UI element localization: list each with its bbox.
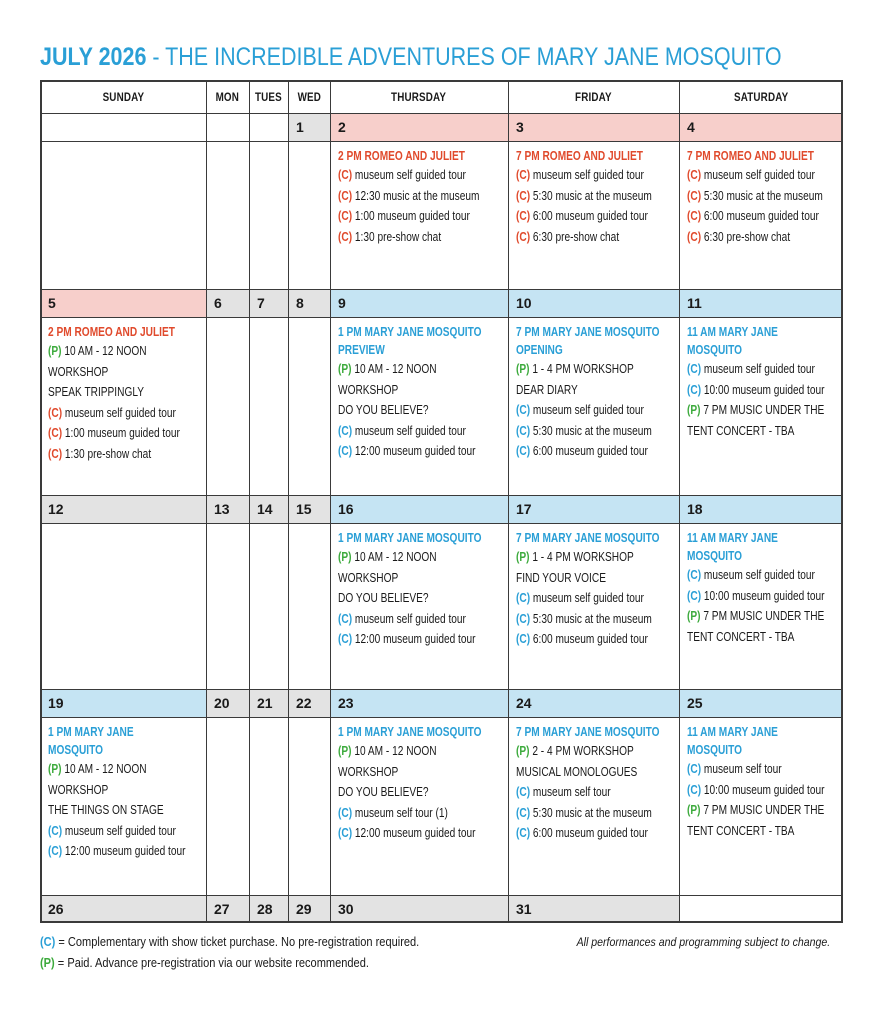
event-headline: 1 PM MARY JANE MOSQUITO <box>338 724 482 739</box>
event-text: museum self guided tour <box>352 610 466 626</box>
complementary-tag: (C) <box>687 761 702 776</box>
date-9: 9 <box>330 289 508 317</box>
event-text: 12:00 museum guided tour <box>352 631 476 646</box>
grid-line-vertical <box>40 80 42 923</box>
day-header-label: FRIDAY <box>575 89 612 104</box>
event-text: 1:00 museum guided tour <box>62 425 180 440</box>
event-item <box>48 821 206 842</box>
title-show: - THE INCREDIBLE ADVENTURES OF MARY JANE MOSQUITO <box>146 43 782 71</box>
event-text: 5:30 music at the museum <box>530 610 652 626</box>
day-events-cell <box>206 717 249 895</box>
date-3: 3 <box>508 113 679 141</box>
day-events-cell <box>40 717 206 895</box>
complementary-tag: (C) <box>338 825 353 840</box>
event-item <box>338 165 508 186</box>
day-events-cell <box>679 523 843 689</box>
event-detail: DO YOU BELIEVE? <box>338 784 429 799</box>
date-17: 17 <box>508 495 679 523</box>
date-22: 22 <box>288 689 330 717</box>
date-empty <box>40 113 206 141</box>
event-detail: TENT CONCERT - TBA <box>687 422 795 438</box>
grid-line-vertical <box>508 80 509 923</box>
event-item <box>338 441 508 462</box>
event-text: 1:30 pre-show chat <box>352 228 442 244</box>
event-item <box>338 823 508 844</box>
grid-line-vertical <box>249 80 250 923</box>
event-detail: DO YOU BELIEVE? <box>338 590 429 605</box>
day-events-cell <box>288 141 330 289</box>
complementary-tag: (C) <box>687 228 702 244</box>
event-item <box>516 803 679 824</box>
event-detail: WORKSHOP <box>338 763 399 779</box>
event-detail: WORKSHOP <box>338 381 399 397</box>
complementary-tag: (C) <box>338 167 353 182</box>
day-events-cell <box>40 141 206 289</box>
complementary-tag: (C) <box>516 402 531 417</box>
event-headline: 1 PM MARY JANE MOSQUITO <box>338 324 482 339</box>
day-header-label: SUNDAY <box>102 89 144 104</box>
event-text: 1 - 4 PM WORKSHOP <box>529 549 634 564</box>
grid-line-horizontal <box>40 689 843 690</box>
event-text: museum self guided tour <box>530 402 644 417</box>
day-header-label: THURSDAY <box>391 89 447 104</box>
date-28: 28 <box>249 895 288 923</box>
event-headline: 7 PM MARY JANE MOSQUITO <box>516 324 660 339</box>
event-item <box>48 403 206 424</box>
grid-line-horizontal <box>40 317 843 318</box>
date-16: 16 <box>330 495 508 523</box>
complementary-tag: (C) <box>687 167 702 182</box>
event-text: 5:30 music at the museum <box>530 187 652 203</box>
page-title <box>40 40 782 74</box>
event-item <box>516 400 679 421</box>
event-text: 10 AM - 12 NOON <box>61 343 147 358</box>
day-events-cell <box>508 317 679 495</box>
day-events-cell <box>206 141 249 289</box>
event-text: 1 - 4 PM WORKSHOP <box>529 361 634 376</box>
complementary-tag: (C) <box>687 361 702 376</box>
complementary-tag: (C) <box>516 228 531 244</box>
event-text: 12:30 music at the museum <box>352 187 480 203</box>
complementary-tag: (C) <box>516 825 531 840</box>
complementary-tag: (C) <box>687 587 702 603</box>
event-detail: SPEAK TRIPPINGLY <box>48 384 144 399</box>
event-text: museum self tour (1) <box>352 804 448 820</box>
complementary-tag: (C) <box>48 822 63 838</box>
event-headline: 1 PM MARY JANE MOSQUITO <box>338 530 482 545</box>
complementary-tag: (C) <box>338 443 353 458</box>
day-events-cell <box>249 523 288 689</box>
complementary-tag: (C) <box>48 425 63 440</box>
complementary-tag: (C) <box>687 781 702 797</box>
event-headline: 7 PM MARY JANE MOSQUITO <box>516 530 660 545</box>
event-item <box>516 588 679 609</box>
event-headline: 11 AM MARY JANE <box>687 530 778 545</box>
day-header-thursday <box>330 80 508 113</box>
complementary-tag: (C) <box>516 784 531 799</box>
day-events-cell <box>679 141 843 289</box>
complementary-tag: (C) <box>48 445 63 461</box>
event-text: museum self guided tour <box>352 422 466 438</box>
day-events-cell <box>288 717 330 895</box>
event-headline: PREVIEW <box>338 342 385 357</box>
event-text: museum self guided tour <box>530 590 644 605</box>
event-item <box>687 606 843 627</box>
event-detail: TENT CONCERT - TBA <box>687 822 795 838</box>
calendar-grid <box>40 80 843 923</box>
event-text: museum self guided tour <box>701 361 815 376</box>
date-empty <box>249 113 288 141</box>
event-headline: OPENING <box>516 342 563 357</box>
grid-line-horizontal <box>40 113 843 114</box>
day-header-friday <box>508 80 679 113</box>
event-text: museum self tour <box>530 784 611 799</box>
date-20: 20 <box>206 689 249 717</box>
event-item <box>516 741 679 762</box>
event-item <box>516 359 679 380</box>
date-24: 24 <box>508 689 679 717</box>
date-13: 13 <box>206 495 249 523</box>
complementary-tag: (C) <box>48 404 63 420</box>
grid-line-horizontal <box>40 495 843 496</box>
date-23: 23 <box>330 689 508 717</box>
paid-tag: (P) <box>338 361 352 376</box>
event-text: 5:30 music at the museum <box>530 422 652 438</box>
event-item <box>338 421 508 442</box>
event-text: 10:00 museum guided tour <box>701 781 825 797</box>
event-headline: MOSQUITO <box>48 742 104 757</box>
event-item <box>687 586 843 607</box>
day-header-label: WED <box>297 89 321 104</box>
event-detail: WORKSHOP <box>338 569 399 585</box>
paid-tag: (P) <box>516 361 530 376</box>
complementary-tag: (C) <box>516 631 531 646</box>
event-headline: 2 PM ROMEO AND JULIET <box>338 148 465 163</box>
event-text: museum self guided tour <box>62 404 176 420</box>
event-text: 7 PM MUSIC UNDER THE <box>700 608 825 623</box>
event-detail: MUSICAL MONOLOGUES <box>516 763 638 779</box>
event-headline: 7 PM ROMEO AND JULIET <box>687 148 814 163</box>
day-header-saturday <box>679 80 843 113</box>
day-events-cell <box>508 717 679 895</box>
event-item <box>516 609 679 630</box>
day-events-cell <box>508 141 679 289</box>
complementary-tag: (C) <box>338 422 353 438</box>
complementary-tag: (C) <box>338 228 353 244</box>
paid-tag: (P) <box>516 743 530 758</box>
event-text: 7 PM MUSIC UNDER THE <box>700 802 825 817</box>
grid-line-horizontal <box>40 523 843 524</box>
date-4: 4 <box>679 113 843 141</box>
day-events-cell <box>249 717 288 895</box>
date-2: 2 <box>330 113 508 141</box>
grid-line-horizontal <box>40 80 843 82</box>
complementary-tag: (C) <box>687 208 702 223</box>
event-item <box>338 741 508 762</box>
event-text: 12:00 museum guided tour <box>352 825 476 840</box>
event-headline: MOSQUITO <box>687 342 743 357</box>
complementary-tag: (C) <box>516 422 531 438</box>
event-item <box>338 609 508 630</box>
day-events-cell <box>330 317 508 495</box>
event-item <box>338 186 508 207</box>
event-item <box>687 165 843 186</box>
date-1: 1 <box>288 113 330 141</box>
date-19: 19 <box>40 689 206 717</box>
date-31: 31 <box>508 895 679 923</box>
event-text: 10:00 museum guided tour <box>701 381 825 397</box>
event-text: 6:00 museum guided tour <box>530 825 648 840</box>
complementary-tag: (C) <box>687 381 702 397</box>
paid-tag: (P) <box>338 549 352 564</box>
date-empty <box>679 895 843 923</box>
date-14: 14 <box>249 495 288 523</box>
event-text: 6:30 pre-show chat <box>701 228 791 244</box>
event-headline: 11 AM MARY JANE <box>687 324 778 339</box>
day-events-cell <box>40 317 206 495</box>
event-text: 10:00 museum guided tour <box>701 587 825 603</box>
day-events-cell <box>508 523 679 689</box>
event-text: 10 AM - 12 NOON <box>61 761 147 776</box>
legend-p-key: (P) <box>40 955 55 970</box>
complementary-tag: (C) <box>516 590 531 605</box>
date-10: 10 <box>508 289 679 317</box>
date-15: 15 <box>288 495 330 523</box>
event-detail: TENT CONCERT - TBA <box>687 628 795 644</box>
legend-paid <box>40 955 369 970</box>
day-header-tues <box>249 80 288 113</box>
complementary-tag: (C) <box>516 167 531 182</box>
grid-line-horizontal <box>40 717 843 718</box>
paid-tag: (P) <box>687 802 701 817</box>
date-empty <box>206 113 249 141</box>
grid-line-horizontal <box>40 289 843 290</box>
event-text: 6:30 pre-show chat <box>530 228 620 244</box>
event-item <box>516 547 679 568</box>
event-item <box>48 759 206 780</box>
event-text: 1:00 museum guided tour <box>352 208 470 223</box>
event-item <box>338 547 508 568</box>
event-detail: WORKSHOP <box>48 781 109 797</box>
date-30: 30 <box>330 895 508 923</box>
event-text: 6:00 museum guided tour <box>530 631 648 646</box>
date-18: 18 <box>679 495 843 523</box>
event-text: 2 - 4 PM WORKSHOP <box>529 743 634 758</box>
event-text: museum self guided tour <box>62 822 176 838</box>
legend-c-text: = Complementary with show ticket purchase. No pre-registration required. <box>55 934 420 949</box>
date-26: 26 <box>40 895 206 923</box>
event-item <box>338 227 508 248</box>
event-item <box>338 359 508 380</box>
event-text: 6:00 museum guided tour <box>530 443 648 458</box>
complementary-tag: (C) <box>516 443 531 458</box>
day-header-label: TUES <box>255 89 282 104</box>
day-events-cell <box>206 523 249 689</box>
event-item <box>48 444 206 465</box>
event-item <box>516 421 679 442</box>
day-events-cell <box>330 717 508 895</box>
day-events-cell <box>40 523 206 689</box>
event-text: 10 AM - 12 NOON <box>351 361 437 376</box>
event-item <box>338 803 508 824</box>
complementary-tag: (C) <box>338 208 353 223</box>
event-text: 1:30 pre-show chat <box>62 445 152 461</box>
day-header-label: SATURDAY <box>733 89 789 104</box>
event-item <box>687 400 843 421</box>
event-item <box>687 206 843 227</box>
day-events-cell <box>288 317 330 495</box>
event-headline: 11 AM MARY JANE <box>687 724 778 739</box>
event-item <box>516 441 679 462</box>
day-header-label: MON <box>215 89 240 104</box>
event-item <box>687 780 843 801</box>
event-item <box>48 341 206 362</box>
event-text: 7 PM MUSIC UNDER THE <box>700 402 825 417</box>
day-events-cell <box>288 523 330 689</box>
event-text: museum self guided tour <box>701 567 815 582</box>
event-headline: 7 PM ROMEO AND JULIET <box>516 148 643 163</box>
legend-complementary <box>40 934 419 949</box>
event-item <box>687 359 843 380</box>
event-text: 6:00 museum guided tour <box>701 208 819 223</box>
event-item <box>687 380 843 401</box>
grid-line-vertical <box>841 80 843 923</box>
event-headline: 7 PM MARY JANE MOSQUITO <box>516 724 660 739</box>
grid-line-horizontal <box>40 141 843 142</box>
complementary-tag: (C) <box>338 187 353 203</box>
paid-tag: (P) <box>48 761 62 776</box>
legend-c-key: (C) <box>40 934 56 949</box>
event-item <box>338 206 508 227</box>
event-item <box>48 423 206 444</box>
day-events-cell <box>679 317 843 495</box>
date-5: 5 <box>40 289 206 317</box>
complementary-tag: (C) <box>516 804 531 820</box>
title-month: JULY 2026 <box>40 43 147 71</box>
complementary-tag: (C) <box>338 610 353 626</box>
event-detail: FIND YOUR VOICE <box>516 569 606 585</box>
date-6: 6 <box>206 289 249 317</box>
paid-tag: (P) <box>48 343 62 358</box>
event-item <box>516 165 679 186</box>
event-headline: MOSQUITO <box>687 548 743 563</box>
grid-line-horizontal <box>40 895 843 896</box>
day-header-wed <box>288 80 330 113</box>
event-item <box>516 227 679 248</box>
day-events-cell <box>330 141 508 289</box>
event-text: museum self guided tour <box>352 167 466 182</box>
complementary-tag: (C) <box>516 208 531 223</box>
event-item <box>687 565 843 586</box>
complementary-tag: (C) <box>687 187 702 203</box>
day-events-cell <box>206 317 249 495</box>
event-text: museum self guided tour <box>701 167 815 182</box>
paid-tag: (P) <box>687 402 701 417</box>
disclaimer: All performances and programming subject to change. <box>576 935 830 949</box>
event-detail: THE THINGS ON STAGE <box>48 802 164 817</box>
event-text: 12:00 museum guided tour <box>352 443 476 458</box>
event-detail: WORKSHOP <box>48 363 109 379</box>
event-headline: 2 PM ROMEO AND JULIET <box>48 324 175 339</box>
event-headline: MOSQUITO <box>687 742 743 757</box>
event-text: museum self guided tour <box>530 167 644 182</box>
grid-line-vertical <box>330 80 331 923</box>
event-item <box>516 823 679 844</box>
complementary-tag: (C) <box>516 610 531 626</box>
event-headline: 1 PM MARY JANE <box>48 724 134 739</box>
event-item <box>687 186 843 207</box>
event-item <box>516 206 679 227</box>
event-item <box>516 782 679 803</box>
complementary-tag: (C) <box>48 843 63 858</box>
day-events-cell <box>249 317 288 495</box>
complementary-tag: (C) <box>687 567 702 582</box>
grid-line-horizontal <box>40 921 843 923</box>
event-item <box>687 227 843 248</box>
grid-line-vertical <box>288 80 289 923</box>
complementary-tag: (C) <box>338 631 353 646</box>
complementary-tag: (C) <box>338 804 353 820</box>
event-text: 6:00 museum guided tour <box>530 208 648 223</box>
day-events-cell <box>330 523 508 689</box>
date-8: 8 <box>288 289 330 317</box>
event-item <box>48 841 206 862</box>
grid-line-vertical <box>679 80 680 923</box>
grid-line-vertical <box>206 80 207 923</box>
date-11: 11 <box>679 289 843 317</box>
event-item <box>516 629 679 650</box>
date-27: 27 <box>206 895 249 923</box>
complementary-tag: (C) <box>516 187 531 203</box>
day-header-mon <box>206 80 249 113</box>
event-item <box>338 629 508 650</box>
day-header-sunday <box>40 80 206 113</box>
event-item <box>516 186 679 207</box>
event-detail: DO YOU BELIEVE? <box>338 402 429 417</box>
date-7: 7 <box>249 289 288 317</box>
event-text: 10 AM - 12 NOON <box>351 743 437 758</box>
paid-tag: (P) <box>338 743 352 758</box>
paid-tag: (P) <box>687 608 701 623</box>
date-29: 29 <box>288 895 330 923</box>
event-detail: DEAR DIARY <box>516 381 578 397</box>
event-text: 12:00 museum guided tour <box>62 843 186 858</box>
event-text: 10 AM - 12 NOON <box>351 549 437 564</box>
date-21: 21 <box>249 689 288 717</box>
event-text: museum self tour <box>701 761 782 776</box>
event-item <box>687 800 843 821</box>
paid-tag: (P) <box>516 549 530 564</box>
day-events-cell <box>249 141 288 289</box>
day-events-cell <box>679 717 843 895</box>
date-25: 25 <box>679 689 843 717</box>
event-text: 5:30 music at the museum <box>701 187 823 203</box>
event-item <box>687 759 843 780</box>
legend-p-text: = Paid. Advance pre-registration via our website recommended. <box>54 955 369 970</box>
event-text: 5:30 music at the museum <box>530 804 652 820</box>
date-12: 12 <box>40 495 206 523</box>
